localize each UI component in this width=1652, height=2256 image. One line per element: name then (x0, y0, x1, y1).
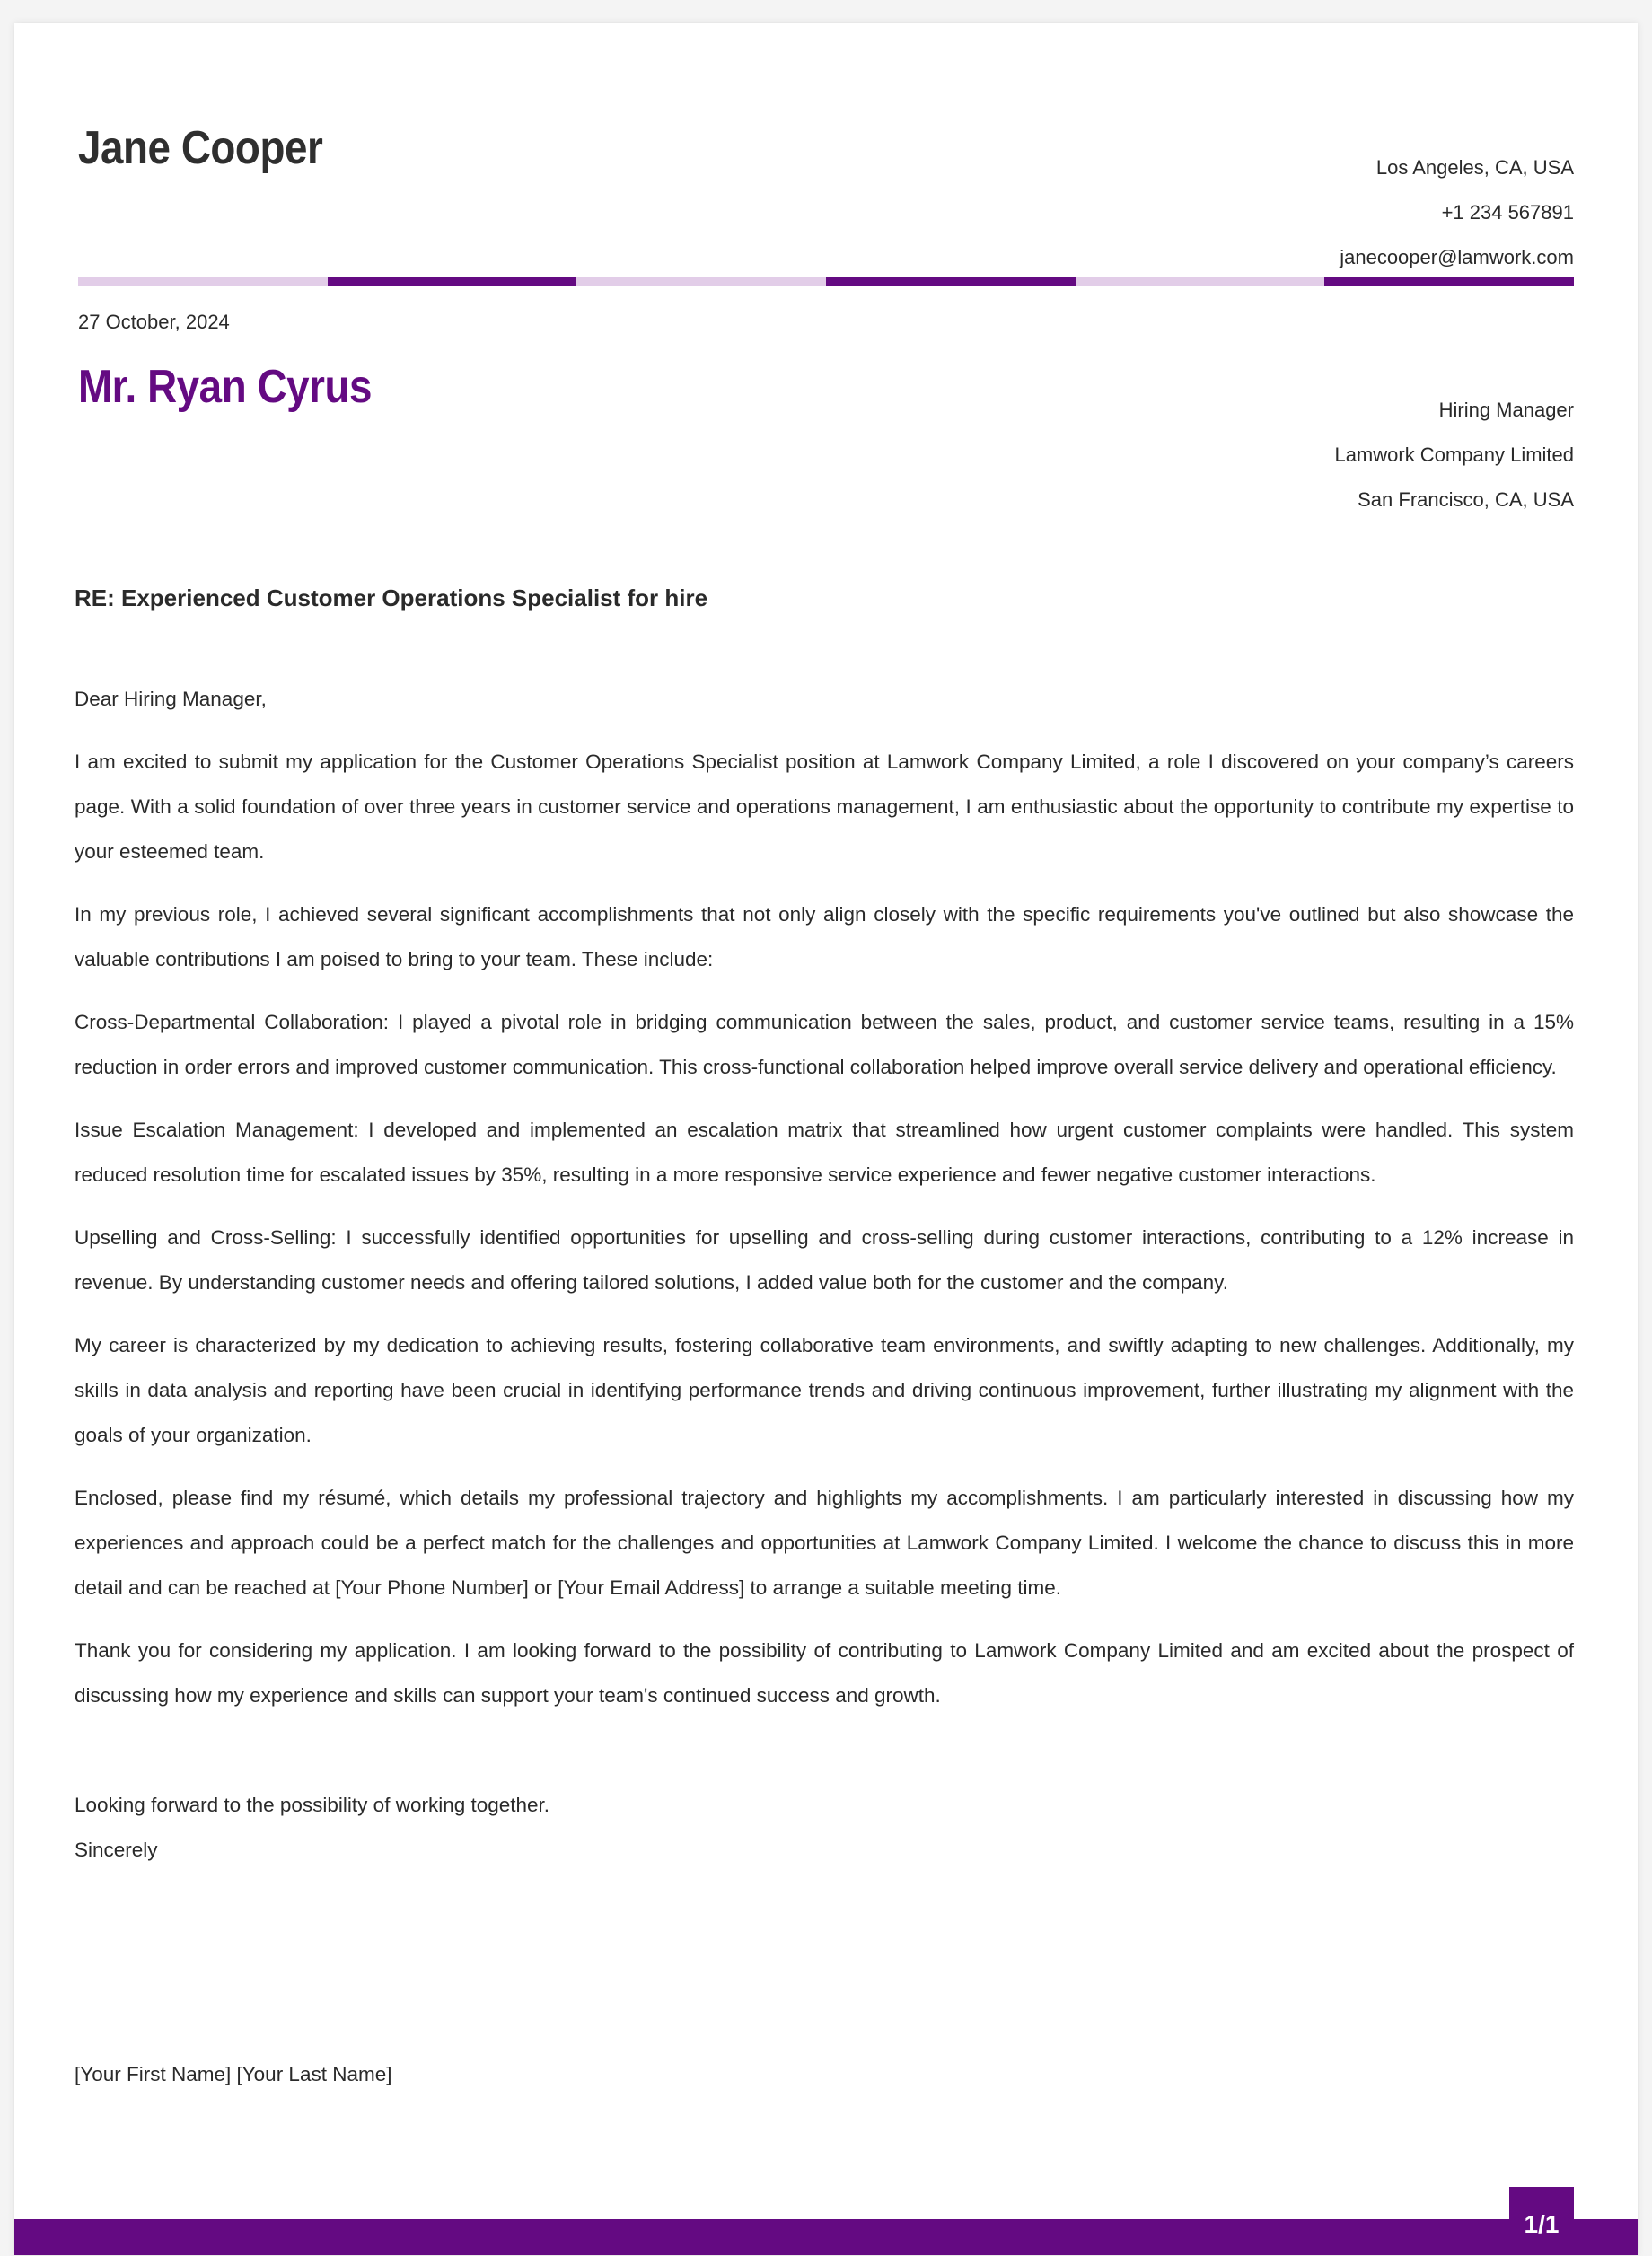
letter-page (14, 23, 1638, 2255)
footer-bar (14, 2219, 1638, 2255)
recipient-title: Hiring Manager (1438, 399, 1574, 421)
sender-location: Los Angeles, CA, USA (1375, 156, 1574, 179)
letter-content (75, 23, 1574, 2255)
body-paragraph: Upselling and Cross-Selling: I successfully identified opportunities for upselling and cross-selling during customer interactions, contributing to a 12% increase in revenue. By understanding customer needs and offering tailored solutions, I added value both for the customer and the company. (75, 1226, 1574, 1294)
letter-subject: RE: Experienced Customer Operations Specialist for hire (75, 584, 708, 611)
recipient-location: San Francisco, CA, USA (1358, 488, 1574, 511)
closing-line: Looking forward to the possibility of working together. (75, 1794, 550, 1816)
divider-segment (576, 277, 826, 286)
header-divider (78, 277, 1574, 286)
divider-segment (1324, 277, 1574, 286)
body-paragraph: My career is characterized by my dedication to achieving results, fostering collaborative team environments, and swiftly adapting to new challenges. Additionally, my skills in data analysis and reporting have been crucial in identifying performance trends and driving continuous improvement, further illustrating my alignment with the goals of your organization. (75, 1334, 1574, 1446)
body-paragraph: Enclosed, please find my résumé, which details my professional trajectory and highlights my accomplishments. I am particularly interested in discussing how my experiences and approach could be a perfect match for the challenges and opportunities at Lamwork Company Limited. I welcome the chance to discuss this in more detail and can be reached at [Your Phone Number] or [Your Email Address] to arrange a suitable meeting time. (75, 1487, 1574, 1599)
body-paragraph: Issue Escalation Management: I developed and implemented an escalation matrix that streamlined how urgent customer complaints were handled. This system reduced resolution time for escalated issues by 35%, resulting in a more responsive service experience and fewer negative customer interactions. (75, 1119, 1574, 1186)
recipient-details (1334, 388, 1574, 522)
recipient-name: Mr. Ryan Cyrus (78, 361, 372, 413)
sender-contact (1340, 145, 1574, 280)
greeting: Dear Hiring Manager, (75, 688, 267, 710)
divider-segment (826, 277, 1076, 286)
page-indicator: 1/1 (1509, 2187, 1574, 2255)
body-paragraph: I am excited to submit my application for the Customer Operations Specialist position at Lamwork Company Limited, a role I discovered on your company’s careers page. With a solid foundation of over three years in customer service and operations management, I am enthusiastic about the opportunity to contribute my expertise to your esteemed team. (75, 751, 1574, 863)
letter-body (75, 677, 1574, 1736)
recipient-company: Lamwork Company Limited (1334, 443, 1574, 466)
sender-phone: +1 234 567891 (1441, 201, 1574, 224)
sender-email: janecooper@lamwork.com (1340, 246, 1574, 268)
sender-name: Jane Cooper (78, 122, 323, 174)
closing-signoff: Sincerely (75, 1839, 158, 1861)
body-paragraph: In my previous role, I achieved several significant accomplishments that not only align closely with the specific requirements you've outlined but also showcase the valuable contributions I am poised to bring to your team. These include: (75, 903, 1574, 970)
body-paragraph: Cross-Departmental Collaboration: I played a pivotal role in bridging communication between the sales, product, and customer service teams, resulting in a 15% reduction in order errors and improved customer communication. This cross-functional collaboration helped improve overall service delivery and operational efficiency. (75, 1011, 1574, 1078)
divider-segment (78, 277, 328, 286)
divider-segment (1076, 277, 1325, 286)
body-paragraph: Thank you for considering my application. I am looking forward to the possibility of contributing to Lamwork Company Limited and am excited about the prospect of discussing how my experience and skills can support your team's continued success and growth. (75, 1639, 1574, 1707)
letter-date: 27 October, 2024 (78, 311, 230, 333)
letter-closing (75, 1783, 549, 1873)
signature-name: [Your First Name] [Your Last Name] (75, 2063, 392, 2085)
divider-segment (328, 277, 577, 286)
